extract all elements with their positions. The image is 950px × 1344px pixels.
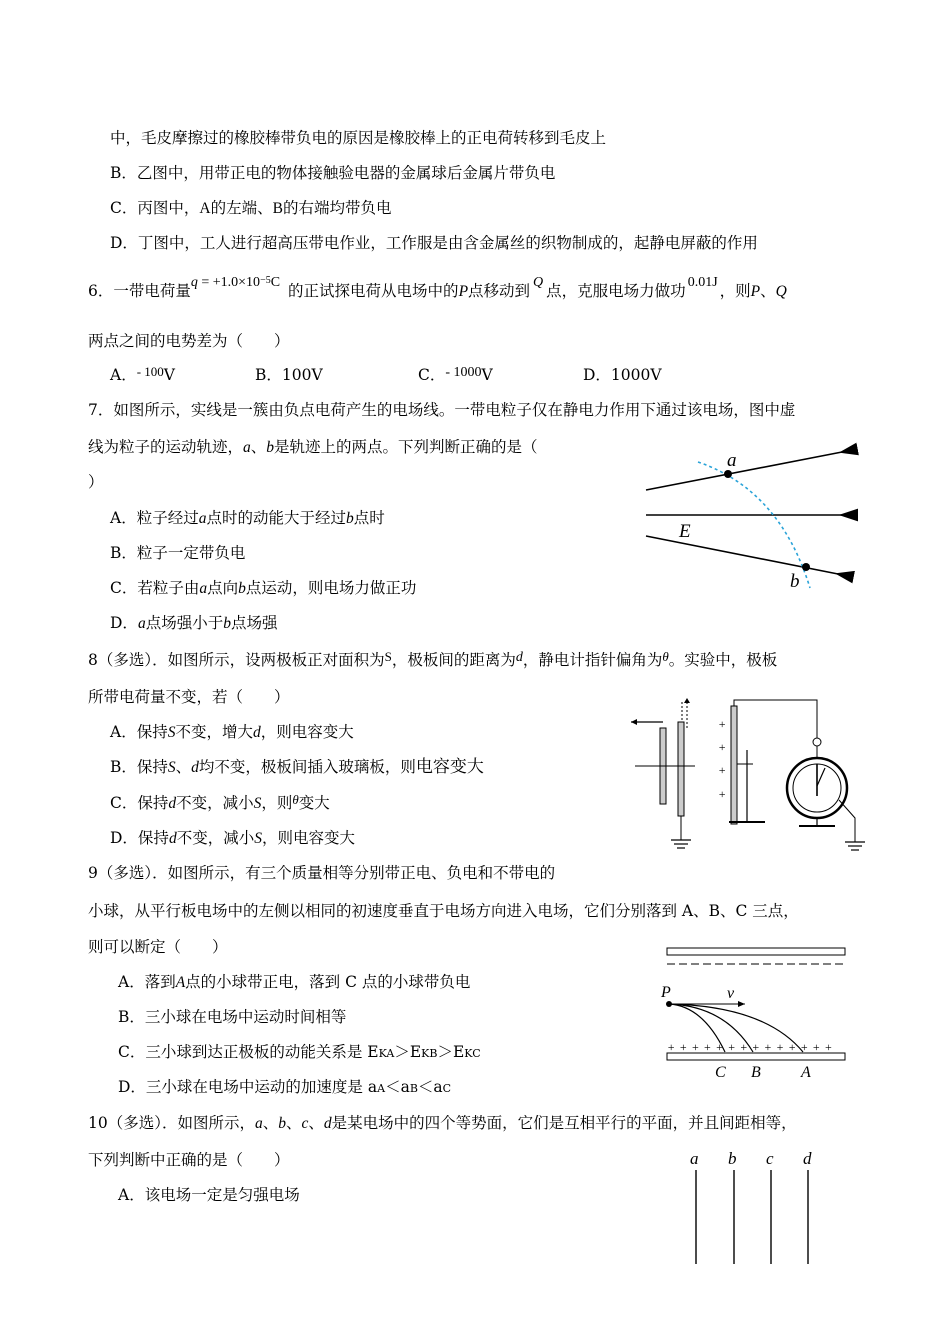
q7-fig-label-b: b [790,571,800,592]
q6-option-c [418,365,493,387]
q8-option-a-d: d [252,724,261,741]
q9-option-d-sub2: B [409,1082,418,1095]
q7-option-a [110,508,385,529]
q9-option-d-3: ＜a [417,1078,443,1096]
q9-option-c-2: ＞E [394,1043,422,1061]
q7-option-a-3: 点时 [353,509,385,527]
q9-option-c-sub2: KB [421,1047,438,1060]
q7-option-a-2: 点时的动能大于经过 [206,509,346,527]
q8-option-c-2: 不变，减小 [176,794,254,812]
q7-point-b: b [266,439,275,456]
q9-option-d [118,1077,451,1099]
q9-fig-label-c: C [715,1064,726,1081]
q8-s: S [384,649,392,664]
q8-up-arrowhead [684,698,690,703]
q8-option-c-4: 变大 [298,794,330,812]
q7-option-a-b: b [345,510,354,527]
q8-option-a [110,722,354,743]
q8-option-b [110,757,484,778]
q7-option-c [110,578,416,599]
q6-mid1: 的正试探电荷从电场中的 [288,282,459,300]
q7-line2-b: 、 [250,438,267,456]
q9-option-b: B．三小球在电场中运动时间相等 [118,1008,347,1026]
q10-d: d [323,1115,332,1132]
q10-option-a: A．该电场一定是匀强电场 [118,1186,300,1204]
q7-option-c-1: C．若粒子由 [110,579,200,597]
q9-velocity-arrowhead [738,1001,745,1007]
q7-point-a: a [243,439,251,456]
q6-sep: 、 [760,282,776,300]
q5-option-c-post: 的右端均带负电 [282,199,392,217]
q8-option-c-1: C．保持 [110,794,169,812]
q7-option-d-a: a [137,615,146,632]
q8-electrometer-ball [813,738,821,746]
q8-option-d-s: S [254,830,262,847]
q10-stem-line1 [88,1113,797,1134]
q9-option-c-sub1: KA [378,1047,395,1060]
q7-option-d-3: 点场强 [230,614,278,632]
q7-stem-line1: 7．如图所示，实线是一簇由负点电荷产生的电场线。一带电粒子仅在静电力作用下通过该电场，图中虚 [88,401,796,419]
q5-option-c-pre: C．丙图中， [110,199,200,217]
q8-plus-3: + [718,763,727,777]
q9-fig-label-v: v [727,985,735,1002]
q9-bottom-plate [667,1053,845,1060]
q6-option-a-value: - 100 [136,364,164,379]
q6-option-c-unit: V [481,366,493,384]
q10-s2: 、 [286,1114,302,1132]
q10-fig-label-a: a [690,1149,699,1168]
q8-option-c-3: ，则 [261,794,293,812]
q9-option-c-sub3: KC [464,1047,481,1060]
q6-work: 0.01J [687,275,718,290]
q10-fig-label-d: d [803,1149,812,1168]
q8-right-plate [678,722,684,816]
q8-option-a-3: ，则电容变大 [260,723,354,741]
q10-stem-line2: 下列判断中正确的是（ ） [88,1151,290,1169]
q7-option-a-1: A．粒子经过 [110,509,199,527]
q6-charge [191,275,280,290]
q10-a: a [254,1115,263,1132]
q7-line2-c: 是轨迹上的两点。下列判断正确的是（ [274,438,538,456]
q10-b: b [278,1115,286,1132]
q6-option-a [110,365,175,386]
q8-line1-d: 。实验中，极板 [668,651,778,669]
q6-charge-eq: = +1.0×10 [201,275,261,290]
q8-option-d-2: 不变，减小 [176,829,255,847]
q5-continuation: 中，毛皮摩擦过的橡胶棒带负电的原因是橡胶棒上的正电荷转移到毛皮上 [110,129,607,147]
q7-option-c-b: b [238,580,246,597]
q8-plus-2: + [718,740,727,754]
q6-pre: 6．一带电荷量 [88,282,191,300]
q6-p2: P [750,283,761,300]
q8-option-d [110,828,355,849]
q7-stem-line2 [88,437,538,458]
q9-option-c-1: C．三小球到达正极板的动能关系是 E [118,1043,379,1061]
q10-line1-a: 10（多选）．如图所示， [88,1114,255,1132]
q8-option-a-2: 不变，增大 [175,723,253,741]
q6-option-c-label: C． [418,366,446,384]
q8-line1-c: ，静电计指针偏角为 [522,651,663,669]
q7-option-b: B．粒子一定带负电 [110,544,246,562]
q8-move-arrowhead [631,719,637,725]
q7-option-a-a: a [198,510,207,527]
q6-option-d: D．1000V [583,366,662,384]
q6-charge-q: q [190,275,198,290]
q9-option-d-2: ＜a [385,1078,410,1096]
q7-option-c-2: 点向 [207,579,239,597]
q8-line1-b: ，极板间的距离为 [391,651,516,669]
q8-charged-plate [731,706,737,824]
q9-option-a [118,972,470,993]
q5-option-c-b: B [272,200,283,217]
q9-stem-line3: 则可以断定（ ） [88,938,228,956]
q7-option-c-3: 点运动，则电场力做正功 [245,579,417,597]
q6-charge-exp: −5 [260,275,271,286]
q6-option-a-label: A． [110,366,137,384]
q10-equipotential-figure [680,1148,820,1268]
q6-stem-line2: 两点之间的电势差为（ ） [88,332,290,350]
q10-fig-label-c: c [766,1149,774,1168]
q9-stem-line2: 小球，从平行板电场中的左侧以相同的初速度垂直于电场方向进入电场，它们分别落到 A、B、C 三点， [88,902,799,920]
q8-option-b-s: S [167,759,176,776]
q7-fig-label-e: E [679,521,691,542]
q8-option-b-1: B．保持 [110,758,168,776]
q6-option-c-value: - 1000 [445,365,482,380]
q7-point-a-dot [724,470,732,478]
q7-option-d-2: 点场强小于 [145,614,224,632]
q8-option-c [110,793,330,814]
q7-option-d-1: D． [110,614,138,632]
q8-theta: θ [662,649,669,664]
q6-mid3: 点，克服电场力做功 [546,282,686,300]
q8-connect-wire [734,700,817,738]
q8-option-b-4: 电容变大 [415,757,484,777]
q10-c: c [301,1115,309,1132]
q9-option-a-a: A [175,974,186,991]
q9-fig-label-p: P [661,984,671,1001]
q6-mid4: ，则 [719,282,751,300]
q10-fig-label-b: b [728,1149,737,1168]
q7-fig-label-a: a [727,450,737,471]
q10-s1: 、 [262,1114,279,1132]
q5-option-b: B．乙图中，用带正电的物体接触验电器的金属球后金属片带负电 [110,164,556,182]
q10-line1-b: 是某电场中的四个等势面，它们是互相平行的平面，并且间距相等， [331,1114,797,1132]
q9-option-a-2: 点的小球带正电，落到 C 点的小球带负电 [185,973,471,991]
q8-plus-4: + [718,787,727,801]
q5-option-c-mid: 的左端、 [210,199,273,217]
q6-p: P [458,283,469,300]
q6-option-a-unit: V [163,366,175,384]
q9-option-d-sub3: C [442,1082,452,1095]
q9-plates-figure [655,940,855,1085]
q8-option-a-1: A．保持 [110,723,168,741]
q8-stem-line1 [88,650,777,672]
q7-field-line-top [646,452,842,490]
q8-capacitor-figure [625,692,870,857]
q5-option-c-a: A [199,200,211,217]
q9-option-a-1: A．落到 [118,973,176,991]
q7-option-d-b: b [223,615,231,632]
q9-option-c [118,1042,481,1064]
q8-option-b-2: 、 [175,758,192,776]
q9-option-d-sub1: A [377,1082,386,1095]
q5-option-d: D．丁图中，工人进行超高压带电作业，工作服是由含金属丝的织物制成的，起静电屏蔽的作用 [110,234,758,252]
q8-option-c-s: S [253,795,262,812]
q6-charge-unit: C [270,275,281,290]
q9-stem-line1: 9（多选）．如图所示，有三个质量相等分别带正电、负电和不带电的 [88,864,556,882]
q7-point-b-dot [802,563,810,571]
q9-fig-label-b: B [751,1064,761,1081]
q7-line2-a: 线为粒子的运动轨迹， [88,438,244,456]
q6-q: Q [533,275,544,290]
q8-option-a-s: S [167,724,176,741]
q9-option-d-1: D．三小球在电场中运动的加速度是 a [118,1078,378,1096]
q9-option-c-3: ＞E [437,1043,465,1061]
q5-option-c [110,198,391,219]
q9-positive-charges: + + + + + + + + + + + + + + [667,1040,833,1054]
q6-q2: Q [775,283,787,300]
q10-s3: 、 [308,1114,324,1132]
q8-line1-a: 8（多选）．如图所示，设两极板正对面积为 [88,651,385,669]
q7-option-c-a: a [199,580,208,597]
q8-option-c-theta: θ [292,792,299,807]
q9-top-plate [667,948,845,955]
q7-stem-line3: ） [88,473,104,491]
q8-stem-line2: 所带电荷量不变，若（ ） [88,688,290,706]
q8-plus-1: + [718,717,727,731]
q6-mid2: 点移动到 [468,282,531,300]
q6-option-b: B．100V [255,366,323,384]
q8-option-b-d: d [191,759,199,776]
q7-trajectory [698,462,810,588]
q8-option-d-1: D．保持 [110,829,169,847]
q7-field-figure [630,440,850,600]
q7-option-d [110,613,277,634]
q6-stem [88,275,787,303]
q8-d: d [515,650,523,665]
q8-option-d-3: ，则电容变大 [261,829,355,847]
q8-option-b-3: 均不变，极板间插入玻璃板，则 [198,758,416,776]
q9-fig-label-a: A [801,1064,811,1081]
q8-option-d-d: d [168,830,177,847]
q8-option-c-d: d [168,795,177,812]
